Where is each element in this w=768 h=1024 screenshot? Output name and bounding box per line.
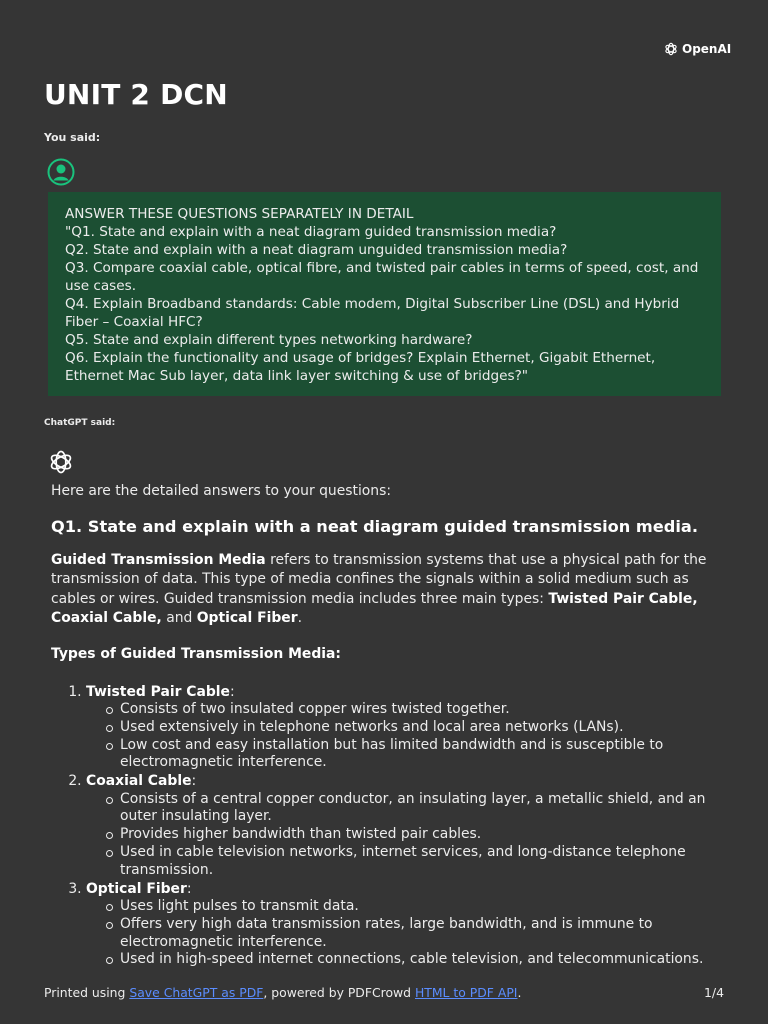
list-item: Provides higher bandwidth than twisted pair cables. bbox=[120, 826, 721, 844]
chatgpt-logo-icon bbox=[47, 448, 75, 476]
definition-paragraph bbox=[51, 551, 721, 629]
list-item bbox=[86, 772, 721, 879]
user-message-line: Q6. Explain the functionality and usage of bridges? Explain Ethernet, Gigabit Ethernet, bbox=[65, 350, 656, 366]
list-item: Consists of two insulated copper wires twisted together. bbox=[120, 701, 721, 719]
list-item: Used in cable television networks, internet services, and long-distance telephone transmission. bbox=[120, 844, 721, 880]
points-list bbox=[86, 701, 721, 772]
points-list bbox=[86, 898, 721, 969]
user-message-line: Fiber – Coaxial HFC? bbox=[65, 314, 203, 330]
footer-middle: , powered by PDFCrowd bbox=[263, 985, 415, 1000]
print-footer bbox=[44, 985, 724, 1000]
user-speaker-label: You said: bbox=[44, 131, 101, 144]
user-message-line: use cases. bbox=[65, 278, 137, 294]
points-list bbox=[86, 791, 721, 880]
brand-name: OpenAI bbox=[682, 42, 732, 56]
definition-text: refers to transmission systems that use a physical path for the transmission of data. This type of media confines the signals within a solid medium such as cables or wires. Guided transmission media includes three main types: bbox=[51, 551, 707, 607]
definition-text: and bbox=[161, 610, 197, 627]
type-suffix: : bbox=[191, 773, 197, 790]
list-item bbox=[86, 880, 721, 970]
type-suffix: : bbox=[186, 880, 192, 897]
definition-types: Twisted Pair Cable, Coaxial Cable, bbox=[51, 590, 698, 627]
definition-last-type: Optical Fiber bbox=[196, 610, 298, 627]
assistant-answer bbox=[51, 482, 721, 969]
user-message-bubble bbox=[48, 192, 721, 396]
user-message-line: "Q1. State and explain with a neat diagram guided transmission media? bbox=[65, 224, 557, 240]
footer-suffix: . bbox=[517, 985, 522, 1000]
user-avatar-icon bbox=[47, 158, 75, 186]
user-message-line: ANSWER THESE QUESTIONS SEPARATELY IN DETAIL bbox=[65, 206, 414, 222]
document-title: UNIT 2 DCN bbox=[44, 78, 228, 111]
list-item: Uses light pulses to transmit data. bbox=[120, 898, 721, 916]
types-heading bbox=[51, 645, 721, 665]
openai-logo-icon bbox=[663, 41, 679, 57]
list-item: Offers very high data transmission rates, large bandwidth, and is immune to electromagnetic interference. bbox=[120, 916, 721, 952]
assistant-speaker-label: ChatGPT said: bbox=[44, 418, 116, 428]
list-item: Used extensively in telephone networks and local area networks (LANs). bbox=[120, 719, 721, 737]
list-item bbox=[86, 683, 721, 773]
type-name: Twisted Pair Cable bbox=[86, 683, 230, 700]
user-message-line: Q3. Compare coaxial cable, optical fibre, and twisted pair cables in terms of speed, cost, and bbox=[65, 260, 699, 276]
user-message-line: Ethernet Mac Sub layer, data link layer switching & use of bridges?" bbox=[65, 368, 529, 384]
footer-prefix: Printed using bbox=[44, 985, 130, 1000]
user-message-line: Q5. State and explain different types networking hardware? bbox=[65, 332, 473, 348]
list-item: Low cost and easy installation but has limited bandwidth and is susceptible to electromagnetic interference. bbox=[120, 737, 721, 773]
openai-brand bbox=[663, 41, 731, 57]
definition-text: . bbox=[297, 610, 302, 627]
type-name: Optical Fiber bbox=[86, 880, 187, 897]
definition-term: Guided Transmission Media bbox=[51, 551, 266, 568]
type-name: Coaxial Cable bbox=[86, 773, 192, 790]
user-message-line: Q4. Explain Broadband standards: Cable modem, Digital Subscriber Line (DSL) and Hybrid bbox=[65, 296, 680, 312]
html-to-pdf-api-link[interactable]: HTML to PDF API bbox=[414, 985, 518, 1000]
list-item: Used in high-speed internet connections, cable television, and telecommunications. bbox=[120, 951, 721, 969]
user-message-line: Q2. State and explain with a neat diagram unguided transmission media? bbox=[65, 242, 568, 258]
answer-intro: Here are the detailed answers to your questions: bbox=[51, 483, 392, 499]
save-chatgpt-pdf-link[interactable]: Save ChatGPT as PDF bbox=[129, 985, 264, 1000]
types-heading-text: Types of Guided Transmission Media: bbox=[51, 645, 341, 662]
list-item: Consists of a central copper conductor, an insulating layer, a metallic shield, and an outer insulating layer. bbox=[120, 791, 721, 827]
types-list bbox=[51, 683, 721, 970]
type-suffix: : bbox=[229, 683, 235, 700]
page-number: 1/4 bbox=[704, 985, 724, 1000]
q1-heading: Q1. State and explain with a neat diagram guided transmission media. bbox=[51, 516, 698, 536]
